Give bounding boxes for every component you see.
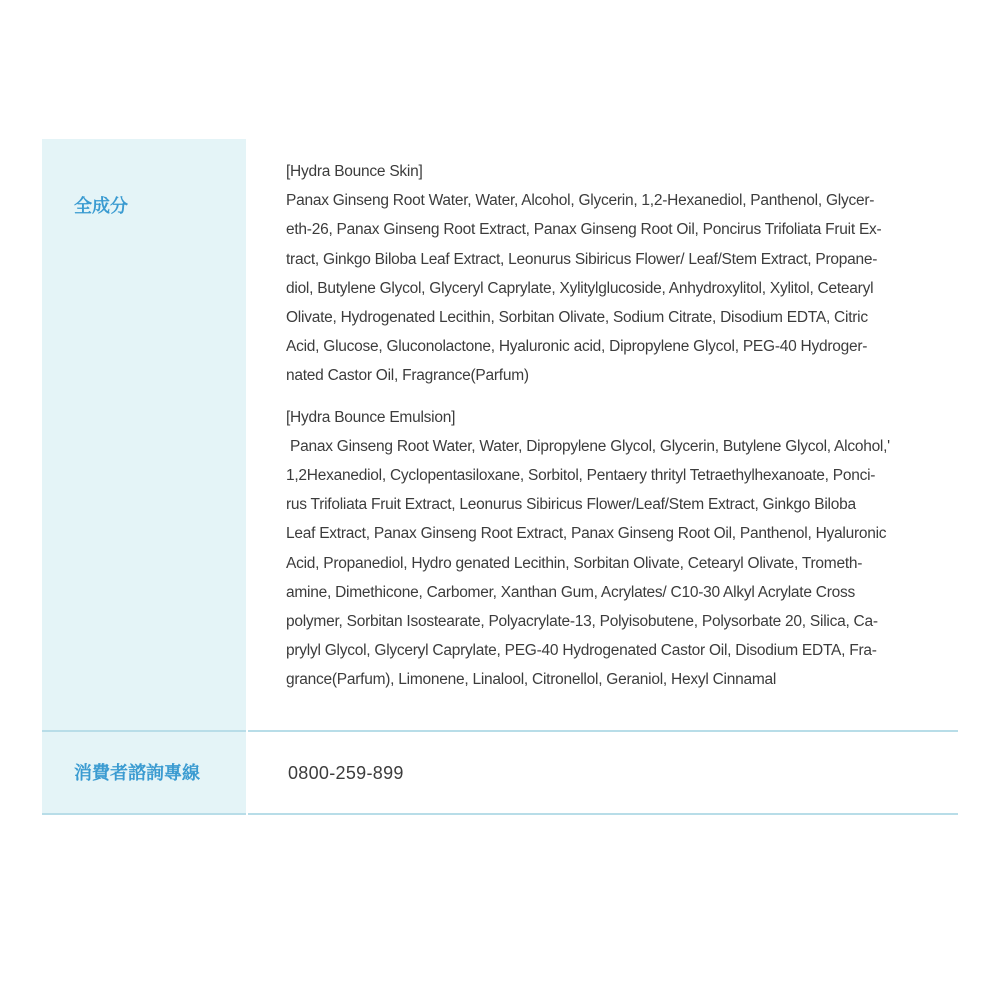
ingredients-row — [42, 139, 958, 730]
ingredients-label: 全成分 — [42, 139, 246, 730]
ingredient-line: polymer, Sorbitan Isostearate, Polyacrylate-13, Polyisobutene, Polysorbate 20, Silica, Ca- — [286, 613, 878, 631]
row-divider — [42, 730, 246, 732]
row-divider — [248, 730, 958, 732]
ingredient-line: 1,2Hexanediol, Cyclopentasiloxane, Sorbitol, Pentaery thrityl Tetraethylhexanoate, Ponci- — [286, 467, 876, 485]
ingredient-section-emulsion — [286, 403, 958, 695]
ingredient-line: prylyl Glycol, Glyceryl Caprylate, PEG-40 Hydrogenated Castor Oil, Disodium EDTA, Fra- — [286, 642, 877, 660]
table-bottom-border — [248, 813, 958, 815]
section-title: [Hydra Bounce Emulsion] — [286, 408, 456, 426]
ingredient-line: rus Trifoliata Fruit Extract, Leonurus Sibiricus Flower/Leaf/Stem Extract, Ginkgo Biloba — [286, 496, 856, 514]
product-info-table — [42, 139, 958, 813]
ingredients-content — [248, 139, 958, 730]
ingredient-line: diol, Butylene Glycol, Glyceryl Caprylate, Xylitylglucoside, Anhydroxylitol, Xylitol, Cetearyl — [286, 279, 874, 297]
ingredient-line: Panax Ginseng Root Water, Water, Alcohol, Glycerin, 1,2-Hexanediol, Panthenol, Glycer- — [286, 192, 875, 210]
ingredient-line: amine, Dimethicone, Carbomer, Xanthan Gum, Acrylates/ C10-30 Alkyl Acrylate Cross — [286, 583, 855, 601]
ingredient-section-skin — [286, 157, 958, 391]
ingredient-line: Leaf Extract, Panax Ginseng Root Extract, Panax Ginseng Root Oil, Panthenol, Hyaluronic — [286, 525, 887, 543]
ingredient-line: grance(Parfum), Limonene, Linalool, Citronellol, Geraniol, Hexyl Cinnamal — [286, 671, 777, 689]
ingredient-line: tract, Ginkgo Biloba Leaf Extract, Leonurus Sibiricus Flower/ Leaf/Stem Extract, Propane- — [286, 250, 878, 268]
table-bottom-border — [42, 813, 246, 815]
ingredient-line: Acid, Glucose, Gluconolactone, Hyaluronic acid, Dipropylene Glycol, PEG-40 Hydroger- — [286, 338, 868, 356]
ingredient-line: Olivate, Hydrogenated Lecithin, Sorbitan Olivate, Sodium Citrate, Disodium EDTA, Citric — [286, 309, 868, 327]
section-title: [Hydra Bounce Skin] — [286, 163, 423, 180]
hotline-row — [42, 730, 958, 813]
ingredient-line: Acid, Propanediol, Hydro genated Lecithin, Sorbitan Olivate, Cetearyl Olivate, Trometh- — [286, 554, 863, 572]
ingredient-line: eth-26, Panax Ginseng Root Extract, Panax Ginseng Root Oil, Poncirus Trifoliata Fruit Ex- — [286, 221, 882, 239]
ingredient-line: Panax Ginseng Root Water, Water, Dipropylene Glycol, Glycerin, Butylene Glycol, Alcohol,' — [286, 437, 890, 455]
ingredient-line: nated Castor Oil, Fragrance(Parfum) — [286, 367, 529, 385]
hotline-number: 0800-259-899 — [288, 763, 404, 783]
hotline-label: 消費者諮詢專線 — [42, 730, 246, 813]
